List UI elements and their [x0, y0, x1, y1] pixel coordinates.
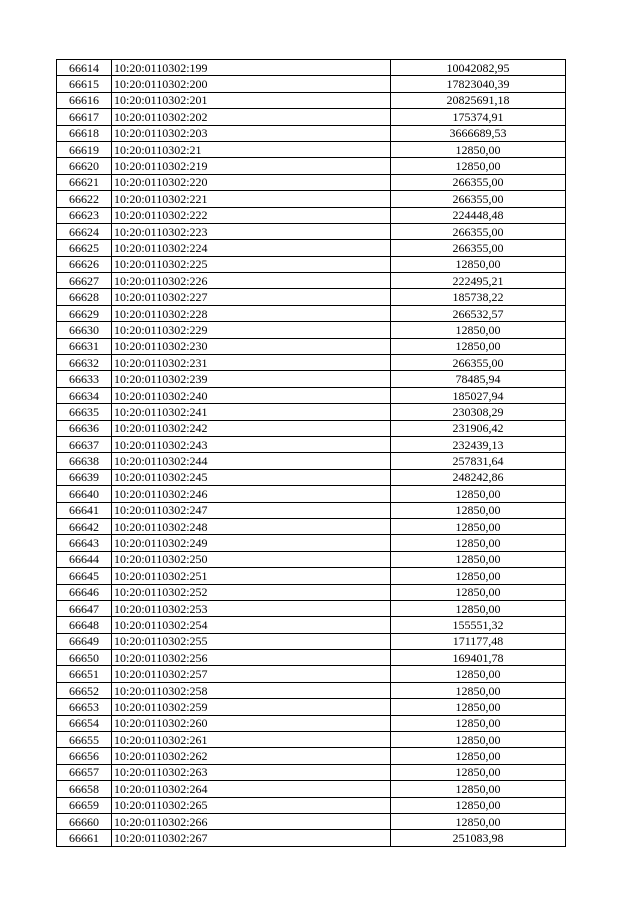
row-number-cell: 66633 [57, 371, 112, 387]
table-row [57, 240, 566, 256]
row-number-cell: 66622 [57, 191, 112, 207]
value-cell: 266355,00 [391, 240, 566, 256]
table-row [57, 207, 566, 223]
cadastral-number-cell: 10:20:0110302:261 [112, 732, 391, 748]
row-number-cell: 66643 [57, 535, 112, 551]
row-number-cell: 66646 [57, 584, 112, 600]
row-number-cell: 66648 [57, 617, 112, 633]
value-cell: 224448,48 [391, 207, 566, 223]
row-number-cell: 66635 [57, 404, 112, 420]
cadastral-number-cell: 10:20:0110302:200 [112, 76, 391, 92]
table-body [57, 60, 566, 847]
cadastral-number-cell: 10:20:0110302:263 [112, 764, 391, 780]
value-cell: 12850,00 [391, 322, 566, 338]
value-cell: 12850,00 [391, 338, 566, 354]
value-cell: 12850,00 [391, 715, 566, 731]
table-row [57, 518, 566, 534]
cadastral-number-cell: 10:20:0110302:220 [112, 174, 391, 190]
value-cell: 12850,00 [391, 256, 566, 272]
row-number-cell: 66620 [57, 158, 112, 174]
table-row [57, 305, 566, 321]
value-cell: 266355,00 [391, 223, 566, 239]
table-row [57, 141, 566, 157]
row-number-cell: 66630 [57, 322, 112, 338]
value-cell: 257831,64 [391, 453, 566, 469]
table-row [57, 617, 566, 633]
table-row [57, 699, 566, 715]
row-number-cell: 66616 [57, 92, 112, 108]
cadastral-number-cell: 10:20:0110302:222 [112, 207, 391, 223]
row-number-cell: 66634 [57, 387, 112, 403]
cadastral-number-cell: 10:20:0110302:253 [112, 600, 391, 616]
row-number-cell: 66659 [57, 797, 112, 813]
table-row [57, 60, 566, 76]
value-cell: 12850,00 [391, 535, 566, 551]
row-number-cell: 66640 [57, 486, 112, 502]
value-cell: 12850,00 [391, 568, 566, 584]
table-row [57, 813, 566, 829]
value-cell: 12850,00 [391, 486, 566, 502]
cadastral-number-cell: 10:20:0110302:228 [112, 305, 391, 321]
cadastral-number-cell: 10:20:0110302:249 [112, 535, 391, 551]
cadastral-number-cell: 10:20:0110302:256 [112, 650, 391, 666]
row-number-cell: 66637 [57, 436, 112, 452]
cadastral-number-cell: 10:20:0110302:260 [112, 715, 391, 731]
cadastral-number-cell: 10:20:0110302:199 [112, 60, 391, 76]
table-row [57, 551, 566, 567]
value-cell: 12850,00 [391, 518, 566, 534]
table-row [57, 355, 566, 371]
value-cell: 248242,86 [391, 469, 566, 485]
cadastral-number-cell: 10:20:0110302:231 [112, 355, 391, 371]
table-row [57, 535, 566, 551]
value-cell: 230308,29 [391, 404, 566, 420]
table-row [57, 158, 566, 174]
row-number-cell: 66656 [57, 748, 112, 764]
cadastral-number-cell: 10:20:0110302:252 [112, 584, 391, 600]
value-cell: 12850,00 [391, 141, 566, 157]
table-row [57, 486, 566, 502]
value-cell: 185027,94 [391, 387, 566, 403]
value-cell: 10042082,95 [391, 60, 566, 76]
cadastral-number-cell: 10:20:0110302:244 [112, 453, 391, 469]
row-number-cell: 66614 [57, 60, 112, 76]
table-row [57, 469, 566, 485]
row-number-cell: 66641 [57, 502, 112, 518]
table-row [57, 273, 566, 289]
value-cell: 12850,00 [391, 699, 566, 715]
table-row [57, 92, 566, 108]
row-number-cell: 66647 [57, 600, 112, 616]
row-number-cell: 66642 [57, 518, 112, 534]
table-row [57, 633, 566, 649]
value-cell: 222495,21 [391, 273, 566, 289]
cadastral-number-cell: 10:20:0110302:251 [112, 568, 391, 584]
table-row [57, 174, 566, 190]
table-row [57, 436, 566, 452]
value-cell: 20825691,18 [391, 92, 566, 108]
cadastral-number-cell: 10:20:0110302:262 [112, 748, 391, 764]
cadastral-number-cell: 10:20:0110302:245 [112, 469, 391, 485]
row-number-cell: 66660 [57, 813, 112, 829]
cadastral-number-cell: 10:20:0110302:223 [112, 223, 391, 239]
row-number-cell: 66655 [57, 732, 112, 748]
cadastral-number-cell: 10:20:0110302:203 [112, 125, 391, 141]
cadastral-number-cell: 10:20:0110302:248 [112, 518, 391, 534]
table-row [57, 223, 566, 239]
cadastral-number-cell: 10:20:0110302:202 [112, 109, 391, 125]
table-row [57, 191, 566, 207]
row-number-cell: 66644 [57, 551, 112, 567]
table-row [57, 830, 566, 846]
value-cell: 12850,00 [391, 781, 566, 797]
table-row [57, 453, 566, 469]
value-cell: 232439,13 [391, 436, 566, 452]
table-row [57, 748, 566, 764]
value-cell: 266355,00 [391, 191, 566, 207]
cadastral-number-cell: 10:20:0110302:265 [112, 797, 391, 813]
row-number-cell: 66615 [57, 76, 112, 92]
value-cell: 169401,78 [391, 650, 566, 666]
cadastral-number-cell: 10:20:0110302:225 [112, 256, 391, 272]
row-number-cell: 66653 [57, 699, 112, 715]
row-number-cell: 66658 [57, 781, 112, 797]
value-cell: 17823040,39 [391, 76, 566, 92]
value-cell: 12850,00 [391, 158, 566, 174]
value-cell: 231906,42 [391, 420, 566, 436]
table-row [57, 371, 566, 387]
row-number-cell: 66651 [57, 666, 112, 682]
row-number-cell: 66661 [57, 830, 112, 846]
cadastral-number-cell: 10:20:0110302:201 [112, 92, 391, 108]
cadastral-number-cell: 10:20:0110302:230 [112, 338, 391, 354]
value-cell: 171177,48 [391, 633, 566, 649]
value-cell: 12850,00 [391, 682, 566, 698]
value-cell: 12850,00 [391, 732, 566, 748]
value-cell: 12850,00 [391, 797, 566, 813]
value-cell: 175374,91 [391, 109, 566, 125]
row-number-cell: 66632 [57, 355, 112, 371]
row-number-cell: 66657 [57, 764, 112, 780]
cadastral-number-cell: 10:20:0110302:258 [112, 682, 391, 698]
table-row [57, 797, 566, 813]
row-number-cell: 66639 [57, 469, 112, 485]
value-cell: 78485,94 [391, 371, 566, 387]
table-row [57, 404, 566, 420]
cadastral-number-cell: 10:20:0110302:266 [112, 813, 391, 829]
cadastral-number-cell: 10:20:0110302:227 [112, 289, 391, 305]
table-row [57, 322, 566, 338]
value-cell: 12850,00 [391, 764, 566, 780]
table-row [57, 387, 566, 403]
row-number-cell: 66638 [57, 453, 112, 469]
cadastral-number-cell: 10:20:0110302:242 [112, 420, 391, 436]
cadastral-number-cell: 10:20:0110302:267 [112, 830, 391, 846]
value-cell: 266532,57 [391, 305, 566, 321]
value-cell: 12850,00 [391, 584, 566, 600]
cadastral-number-cell: 10:20:0110302:255 [112, 633, 391, 649]
table-row [57, 76, 566, 92]
table-row [57, 781, 566, 797]
row-number-cell: 66625 [57, 240, 112, 256]
cadastral-number-cell: 10:20:0110302:250 [112, 551, 391, 567]
cadastral-number-cell: 10:20:0110302:247 [112, 502, 391, 518]
value-cell: 266355,00 [391, 355, 566, 371]
table-row [57, 715, 566, 731]
data-table [56, 59, 566, 847]
value-cell: 185738,22 [391, 289, 566, 305]
cadastral-number-cell: 10:20:0110302:257 [112, 666, 391, 682]
table-row [57, 764, 566, 780]
table-row [57, 420, 566, 436]
table-row [57, 584, 566, 600]
row-number-cell: 66652 [57, 682, 112, 698]
cadastral-number-cell: 10:20:0110302:240 [112, 387, 391, 403]
table-row [57, 568, 566, 584]
row-number-cell: 66649 [57, 633, 112, 649]
cadastral-number-cell: 10:20:0110302:241 [112, 404, 391, 420]
row-number-cell: 66631 [57, 338, 112, 354]
table-row [57, 289, 566, 305]
row-number-cell: 66629 [57, 305, 112, 321]
row-number-cell: 66621 [57, 174, 112, 190]
cadastral-number-cell: 10:20:0110302:246 [112, 486, 391, 502]
row-number-cell: 66623 [57, 207, 112, 223]
cadastral-number-cell: 10:20:0110302:243 [112, 436, 391, 452]
row-number-cell: 66624 [57, 223, 112, 239]
cadastral-number-cell: 10:20:0110302:21 [112, 141, 391, 157]
value-cell: 12850,00 [391, 813, 566, 829]
value-cell: 12850,00 [391, 502, 566, 518]
cadastral-number-cell: 10:20:0110302:226 [112, 273, 391, 289]
table-row [57, 682, 566, 698]
row-number-cell: 66619 [57, 141, 112, 157]
table-row [57, 109, 566, 125]
value-cell: 155551,32 [391, 617, 566, 633]
table-row [57, 650, 566, 666]
table-row [57, 125, 566, 141]
row-number-cell: 66636 [57, 420, 112, 436]
value-cell: 12850,00 [391, 600, 566, 616]
cadastral-number-cell: 10:20:0110302:259 [112, 699, 391, 715]
cadastral-number-cell: 10:20:0110302:264 [112, 781, 391, 797]
cadastral-number-cell: 10:20:0110302:239 [112, 371, 391, 387]
table-row [57, 502, 566, 518]
value-cell: 251083,98 [391, 830, 566, 846]
value-cell: 266355,00 [391, 174, 566, 190]
cadastral-number-cell: 10:20:0110302:254 [112, 617, 391, 633]
table-row [57, 338, 566, 354]
row-number-cell: 66628 [57, 289, 112, 305]
row-number-cell: 66650 [57, 650, 112, 666]
cadastral-number-cell: 10:20:0110302:219 [112, 158, 391, 174]
row-number-cell: 66617 [57, 109, 112, 125]
row-number-cell: 66654 [57, 715, 112, 731]
value-cell: 12850,00 [391, 748, 566, 764]
table-row [57, 732, 566, 748]
table-row [57, 666, 566, 682]
row-number-cell: 66626 [57, 256, 112, 272]
table-row [57, 600, 566, 616]
value-cell: 12850,00 [391, 551, 566, 567]
value-cell: 3666689,53 [391, 125, 566, 141]
cadastral-number-cell: 10:20:0110302:224 [112, 240, 391, 256]
cadastral-number-cell: 10:20:0110302:229 [112, 322, 391, 338]
row-number-cell: 66627 [57, 273, 112, 289]
row-number-cell: 66645 [57, 568, 112, 584]
cadastral-number-cell: 10:20:0110302:221 [112, 191, 391, 207]
table-row [57, 256, 566, 272]
value-cell: 12850,00 [391, 666, 566, 682]
row-number-cell: 66618 [57, 125, 112, 141]
